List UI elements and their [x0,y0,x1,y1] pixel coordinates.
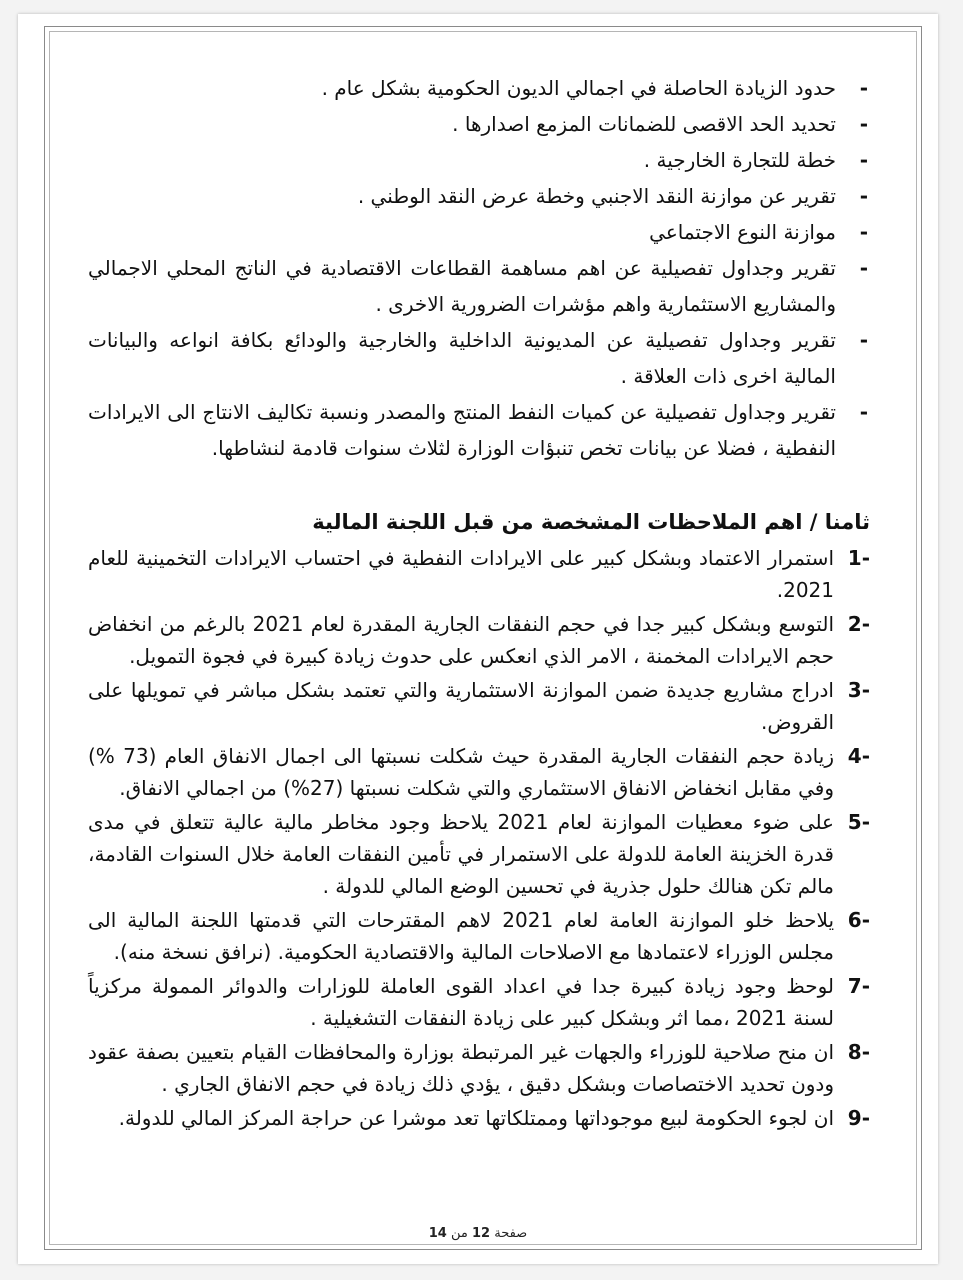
list-item [88,106,870,142]
numbered-item [88,904,870,968]
numbered-item [88,1036,870,1100]
total-page-number: 14 [428,1226,447,1241]
list-item [88,322,870,394]
page-of-label: من [451,1226,468,1241]
list-item [88,214,870,250]
item-text: التوسع وبشكل كبير جدا في حجم النفقات الجارية المقدرة لعام 2021 بالرغم من انخفاض حجم الايرادات المخمنة ، الامر الذي انعكس على حدوث زيادة كبيرة في فجوة التمويل. [88,612,834,668]
item-number: 3- [847,678,870,702]
list-item-text: تقرير وجداول تفصيلية عن كميات النفط المنتج والمصدر ونسبة تكاليف الانتاج الى الايرادات النفطية ، فضلا عن بيانات تخص تنبؤات الوزارة لثلاث سنوات قادمة لنشاطها. [88,400,836,460]
item-number: 9- [847,1106,870,1130]
item-number: 4- [847,744,870,768]
bullet-marker: - [859,184,868,208]
list-item-text: خطة للتجارة الخارجية . [643,148,836,172]
numbered-item [88,608,870,672]
section-heading: ثامنا / اهم الملاحظات المشخصة من قبل اللجنة المالية [312,510,870,534]
list-item [88,178,870,214]
requirements-list [88,70,870,466]
item-text: زيادة حجم النفقات الجارية المقدرة حيث شكلت نسبتها الى اجمال الانفاق العام (73 %) وفي مقابل انخفاض الانفاق الاستثماري والتي شكلت نسبتها (27%) من اجمالي الانفاق. [88,744,834,800]
numbered-item [88,674,870,738]
item-number: 8- [847,1040,870,1064]
page-footer [18,1226,938,1241]
bullet-marker: - [859,400,868,424]
item-text: لوحظ وجود زيادة كبيرة جدا في اعداد القوى العاملة للوزارات والدوائر الممولة مركزياً لسنة 2021 ،مما اثر وبشكل كبير على زيادة النفقات التشغيلية . [88,974,834,1030]
item-text: ان لجوء الحكومة لبيع موجوداتها وممتلكاتها تعد موشرا عن حراجة المركز المالي للدولة. [118,1106,834,1130]
item-text: يلاحظ خلو الموازنة العامة لعام 2021 لاهم المقترحات التي قدمتها اللجنة المالية الى مجلس الوزراء لاعتمادها مع الاصلاحات المالية والاقتصادية الحكومية. (نرافق نسخة منه). [88,908,835,964]
bullet-marker: - [859,112,868,136]
numbered-item [88,542,870,606]
item-text: ان منح صلاحية للوزراء والجهات غير المرتبطة بوزارة والمحافظات القيام بتعيين بصفة عقود ودون تحديد الاختصاصات وبشكل دقيق ، يؤدي ذلك زيادة في حجم الانفاق الجاري . [88,1040,834,1096]
item-number: 7- [847,974,870,998]
page-content [88,70,870,1136]
list-item [88,250,870,322]
bullet-marker: - [859,76,868,100]
bullet-marker: - [859,328,868,352]
item-text: على ضوء معطيات الموازنة لعام 2021 يلاحظ وجود مخاطر مالية عالية تتعلق في مدى قدرة الخزينة العامة للدولة على الاستمرار في تأمين النفقات العامة خلال السنوات القادمة، مالم تكن هنالك حلول جذرية في تحسين الوضع المالي للدولة . [88,810,834,898]
observations-list [88,542,870,1134]
bullet-marker: - [859,256,868,280]
list-item-text: حدود الزيادة الحاصلة في اجمالي الديون الحكومية بشكل عام . [321,76,836,100]
list-item [88,394,870,466]
list-item-text: تقرير وجداول تفصيلية عن المديونية الداخلية والخارجية والودائع بكافة انواعه والبيانات المالية اخرى ذات العلاقة . [88,328,836,388]
item-text: ادراج مشاريع جديدة ضمن الموازنة الاستثمارية والتي تعتمد بشكل مباشر في تمويلها على القروض. [88,678,834,734]
document-page [18,14,938,1264]
list-item-text: موازنة النوع الاجتماعي [649,220,836,244]
item-number: 2- [847,612,870,636]
item-number: 1- [847,546,870,570]
list-item-text: تحديد الحد الاقصى للضمانات المزمع اصدارها . [452,112,836,136]
page-label: صفحة [494,1226,528,1241]
numbered-item [88,1102,870,1134]
list-item [88,70,870,106]
current-page-number: 12 [472,1226,491,1241]
list-item-text: تقرير عن موازنة النقد الاجنبي وخطة عرض النقد الوطني . [357,184,836,208]
item-text: استمرار الاعتماد وبشكل كبير على الايرادات النفطية في احتساب الايرادات التخمينية للعام 2021. [88,546,834,602]
numbered-item [88,806,870,902]
numbered-item [88,970,870,1034]
list-item-text: تقرير وجداول تفصيلية عن اهم مساهمة القطاعات الاقتصادية في الناتج المحلي الاجمالي والمشاريع الاستثمارية واهم مؤشرات الضرورية الاخرى . [88,256,836,316]
bullet-marker: - [859,220,868,244]
bullet-marker: - [859,148,868,172]
numbered-item [88,740,870,804]
item-number: 6- [847,908,870,932]
item-number: 5- [847,810,870,834]
list-item [88,142,870,178]
